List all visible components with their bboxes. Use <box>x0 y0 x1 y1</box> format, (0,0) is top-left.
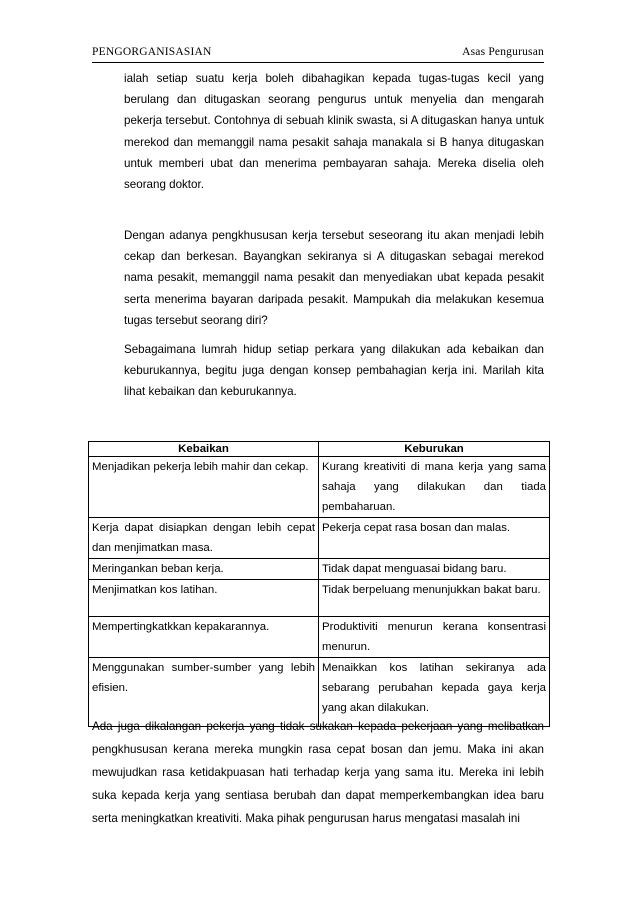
header-kebaikan: Kebaikan <box>89 442 319 457</box>
table-header-row <box>89 442 550 457</box>
paragraph-4: Ada juga dikalangan pekerja yang tidak sukakan kepada pekerjaan yang melibatkan pengkhususan kerana mereka mungkin rasa cepat bosan dan jemu. Maka ini akan mewujudkan rasa ketidakpuasan hati terhadap kerja yang sama itu. Mereka ini lebih suka kepada kerja yang sentiasa berubah dan dapat memperkembangkan idea baru serta meningkatkan kreativiti. Maka pihak pengurusan harus mengatasi masalah ini <box>92 720 544 825</box>
table-cell-kebaikan: Meringankan beban kerja. <box>89 559 319 580</box>
table-row <box>89 518 550 559</box>
header-rule <box>92 62 544 63</box>
table-row <box>89 457 550 518</box>
table-cell-keburukan: Menaikkan kos latihan sekiranya ada sebarang perubahan kepada gaya kerja yang akan dilakukan. <box>319 658 550 727</box>
header-book-title: Asas Pengurusan <box>462 46 544 58</box>
table-cell-keburukan: Kurang kreativiti di mana kerja yang sama sahaja yang dilakukan dan tiada pembaharuan. <box>319 457 550 518</box>
table-cell-keburukan: Produktiviti menurun kerana konsentrasi menurun. <box>319 617 550 658</box>
table-row <box>89 617 550 658</box>
table-cell-kebaikan: Menjimatkan kos latihan. <box>89 580 319 617</box>
table-cell-keburukan: Tidak berpeluang menunjukkan bakat baru. <box>319 580 550 617</box>
paragraph-3: Sebagaimana lumrah hidup setiap perkara yang dilakukan ada kebaikan dan keburukannya, begitu juga dengan konsep pembahagian kerja ini. Marilah kita lihat kebaikan dan keburukannya. <box>124 343 544 399</box>
paragraph-2: Dengan adanya pengkhususan kerja tersebut seseorang itu akan menjadi lebih cekap dan berkesan. Bayangkan sekiranya si A ditugaskan sebagai merekod nama pesakit, memanggil nama pesakit dan menyediakan ubat kepada pesakit serta menerima bayaran daripada pesakit. Mampukah dia melakukan kesemua tugas tersebut seorang diri? <box>124 229 544 327</box>
table-cell-kebaikan: Menjadikan pekerja lebih mahir dan cekap. <box>89 457 319 518</box>
table-cell-kebaikan: Kerja dapat disiapkan dengan lebih cepat dan menjimatkan masa. <box>89 518 319 559</box>
table-row <box>89 559 550 580</box>
header-chapter-title: PENGORGANISASIAN <box>92 46 212 58</box>
table-cell-kebaikan: Mempertingkatkkan kepakarannya. <box>89 617 319 658</box>
table-row <box>89 580 550 617</box>
paragraph-1: ialah setiap suatu kerja boleh dibahagikan kepada tugas-tugas kecil yang berulang dan ditugaskan seorang pengurus untuk menyelia dan mengarah pekerja tersebut. Contohnya di sebuah klinik swasta, si A ditugaskan hanya untuk merekod dan memanggil nama pesakit sahaja manakala si B hanya ditugaskan untuk memberi ubat dan menerima pembayaran sahaja. Mereka diselia oleh seorang doktor. <box>124 72 544 192</box>
table-cell-kebaikan: Menggunakan sumber-sumber yang lebih efisien. <box>89 658 319 727</box>
header-keburukan: Keburukan <box>319 442 550 457</box>
table-cell-keburukan: Pekerja cepat rasa bosan dan malas. <box>319 518 550 559</box>
table-cell-keburukan: Tidak dapat menguasai bidang baru. <box>319 559 550 580</box>
pros-cons-table <box>88 441 550 727</box>
